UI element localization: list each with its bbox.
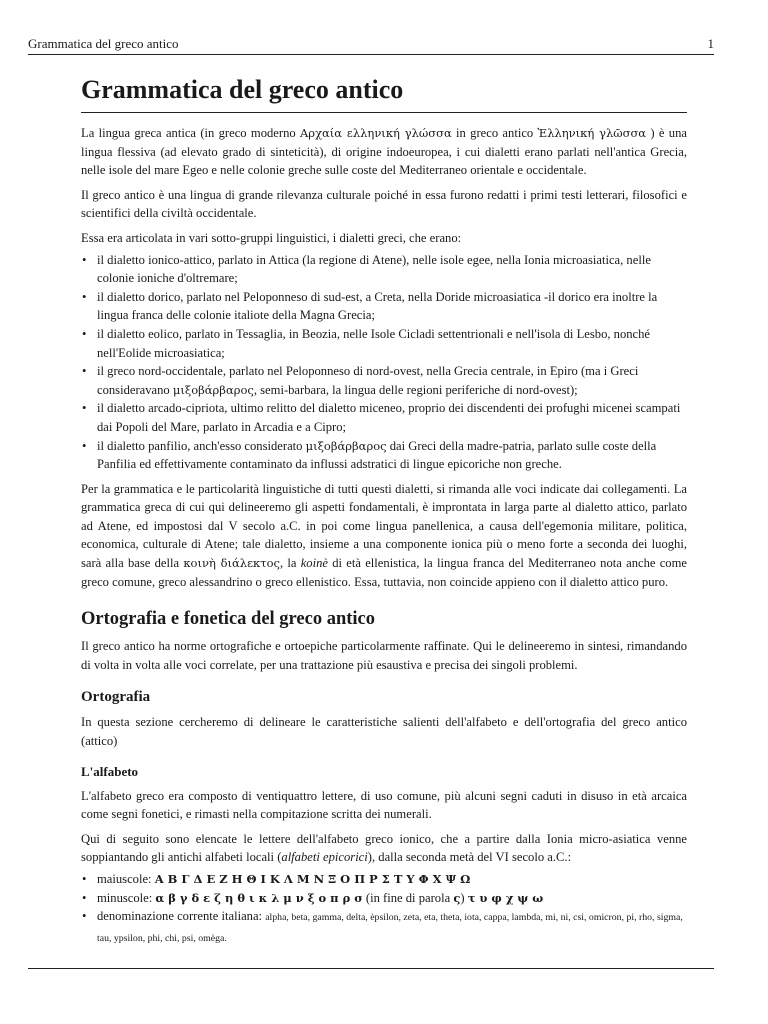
- greek-modern-name: Αρχαία ελληνική γλώσσα: [300, 126, 452, 140]
- list-item: [81, 362, 687, 399]
- lowercase-letters: α β γ δ ε ζ η θ ι κ λ μ ν ξ ο π ρ σ: [155, 890, 363, 905]
- section-heading-ortografia-fonetica: Ortografia e fonetica del greco antico: [81, 609, 376, 630]
- text-span: La lingua greca antica (in greco moderno: [81, 126, 300, 140]
- text-span: il greco nord-occidentale, parlato nel Peloponneso di nord-ovest, nella Grecia centrale, in Epiro (ma i Greci consideravano: [97, 364, 639, 397]
- alfabeto-paragraph-1: L'alfabeto greco era composto di ventiquattro lettere, di uso comune, più alcuni segni caduti in disuso in età arcaica come segni fonetici, e rimasti nella compitazione scritta dei numerali.: [81, 788, 687, 822]
- running-header: [28, 36, 714, 55]
- text-span: Qui di seguito sono elencate le lettere dell'alfabeto greco ionico, che a partire dalla Ionia micro-asiatica venne soppiantando gli antichi alfabeti locali (: [81, 831, 687, 865]
- greek-word: μιξοβάρβαρος: [305, 438, 387, 453]
- alfabeto-paragraph-2: [81, 830, 687, 867]
- list-item-minuscole: [81, 889, 687, 908]
- text-span: di età ellenistica, la lingua franca del Mediterraneo nota anche come greco comune, greco alessandrino o greco ellenistico. Essa, tuttavia, non coincide appieno con il dialetto attico puro.: [81, 556, 687, 589]
- section-heading-ortografia: Ortografia: [81, 689, 151, 706]
- list-item: • il dialetto arcado-cipriota, ultimo relitto del dialetto miceneo, proprio dei discendenti dei profughi micenei scampati dai Popoli del Mare, parlato in Arcadia e a Cipro;: [81, 399, 687, 436]
- text-span: ), dalla seconda metà del VI secolo a.C.:: [367, 850, 572, 865]
- section-heading-alfabeto: L'alfabeto: [81, 763, 139, 779]
- text-span: ) è una lingua flessiva (ad elevato grado di sinteticità), di origine indoeuropea, i cui dialetti erano parlati nell'antica Grecia, nelle isole del mare Egeo e nelle colonie greche sulle coste del Mediterraneo orientale e occidentale.: [81, 126, 687, 178]
- greek-word: κοινὴ διάλεκτος: [183, 556, 280, 571]
- list-item-maiuscole: [81, 870, 687, 889]
- page-number: 1: [707, 36, 714, 51]
- italic-term: alfabeti epicorici: [281, 850, 368, 865]
- text-span: dai Greci della madre-patria, parlato sulle coste della Panfilia ed effettivamente contaminato da influssi adstratici di lingue epicoriche non greche.: [97, 438, 657, 472]
- letter-names: alpha, beta, gamma, delta, èpsilon, zeta, eta, theta, iota, cappa, lambda, mi, ni, csi, omicron, pi, rho, sigma, tau, ypsilon, phi, chi, psi, omèga.: [97, 912, 683, 944]
- koine-term: koinè: [300, 556, 328, 571]
- text-span: Per la grammatica e le particolarità linguistiche di tutti questi dialetti, si rimanda alle voci indicate dai collegamenti. La grammatica greca di cui qui delineeremo gli aspetti fondamentali, è improntata in larga parte al dialetto attico, parlato ad Atene, ed impostosi dal V secolo a.C. in poi come lingua panellenica, a causa dell'egemonia militare, politica, economica, culturale di Atene; tale dialetto, insieme a una componente ionica più o meno forte a seconda dei luoghi, sarà alla base della: [81, 481, 687, 571]
- intro-paragraph-3: Essa era articolata in vari sotto-gruppi linguistici, i dialetti greci, che erano:: [81, 230, 462, 245]
- list-item: • il dialetto dorico, parlato nel Peloponneso di sud-est, a Creta, nella Doride microasiatica -il dorico era inoltre la lingua franca delle colonie italiote della Magna Grecia;: [81, 288, 687, 325]
- running-title: Grammatica del greco antico: [28, 36, 179, 51]
- text-span: , semi-barbara, la lingua delle regioni periferiche di nord-ovest);: [253, 382, 578, 397]
- list-item: • il dialetto eolico, parlato in Tessaglia, in Beozia, nelle Isole Cicladi settentrionali e nell'isola di Lesbo, nonché nell'Eolide microasiatica;: [81, 325, 687, 362]
- text-span: ): [460, 890, 468, 905]
- uppercase-letters: Α Β Γ Δ Ε Ζ Η Θ Ι Κ Λ Μ Ν Ξ Ο Π Ρ Σ Τ Υ Φ Χ Ψ Ω: [154, 872, 471, 886]
- final-sigma: ς: [453, 890, 461, 905]
- text-span: minuscole:: [97, 890, 156, 905]
- lowercase-letters: τ υ φ χ ψ ω: [467, 890, 544, 905]
- section-paragraph: In questa sezione cercheremo di delineare le caratteristiche salienti dell'alfabeto e dell'ortografia del greco antico (attico): [81, 715, 687, 749]
- text-span: denominazione corrente italiana:: [97, 909, 266, 924]
- footer-rule: [28, 968, 714, 969]
- intro-paragraph-2: Il greco antico è una lingua di grande rilevanza culturale poiché in essa furono redatti i primi testi letterari, filosofici e scientifici della civiltà occidentale.: [81, 187, 687, 221]
- dialect-list: [81, 251, 687, 474]
- section-paragraph: Il greco antico ha norme ortografiche e ortoepiche particolarmente raffinate. Qui le delineeremo in sintesi, rimandando di volta in volta alle voci correlate, per una trattazione più esaustiva e precisa dei singoli problemi.: [81, 639, 687, 672]
- list-item: [81, 437, 687, 474]
- article-body: [81, 70, 687, 948]
- text-span: il dialetto panfilio, anch'esso considerato: [97, 438, 306, 453]
- alphabet-list: [81, 870, 687, 948]
- list-item-denominazione: [81, 907, 687, 948]
- page-title: Grammatica del greco antico: [81, 74, 687, 113]
- text-span: (in fine di parola: [362, 890, 454, 905]
- text-span: maiuscole:: [97, 872, 155, 886]
- list-item: • il dialetto ionico-attico, parlato in Attica (la regione di Atene), nelle isole egee, nella Ionia microasiatica, nelle colonie ioniche d'oltremare;: [81, 251, 687, 288]
- text-span: , la: [279, 556, 301, 571]
- greek-word: μιξοβάρβαρος: [172, 382, 254, 397]
- grammar-paragraph: [81, 480, 687, 592]
- text-span: in greco antico: [451, 126, 538, 140]
- greek-ancient-name: Ἑλληνική γλῶσσα: [537, 126, 647, 140]
- intro-paragraph-1: [81, 124, 687, 180]
